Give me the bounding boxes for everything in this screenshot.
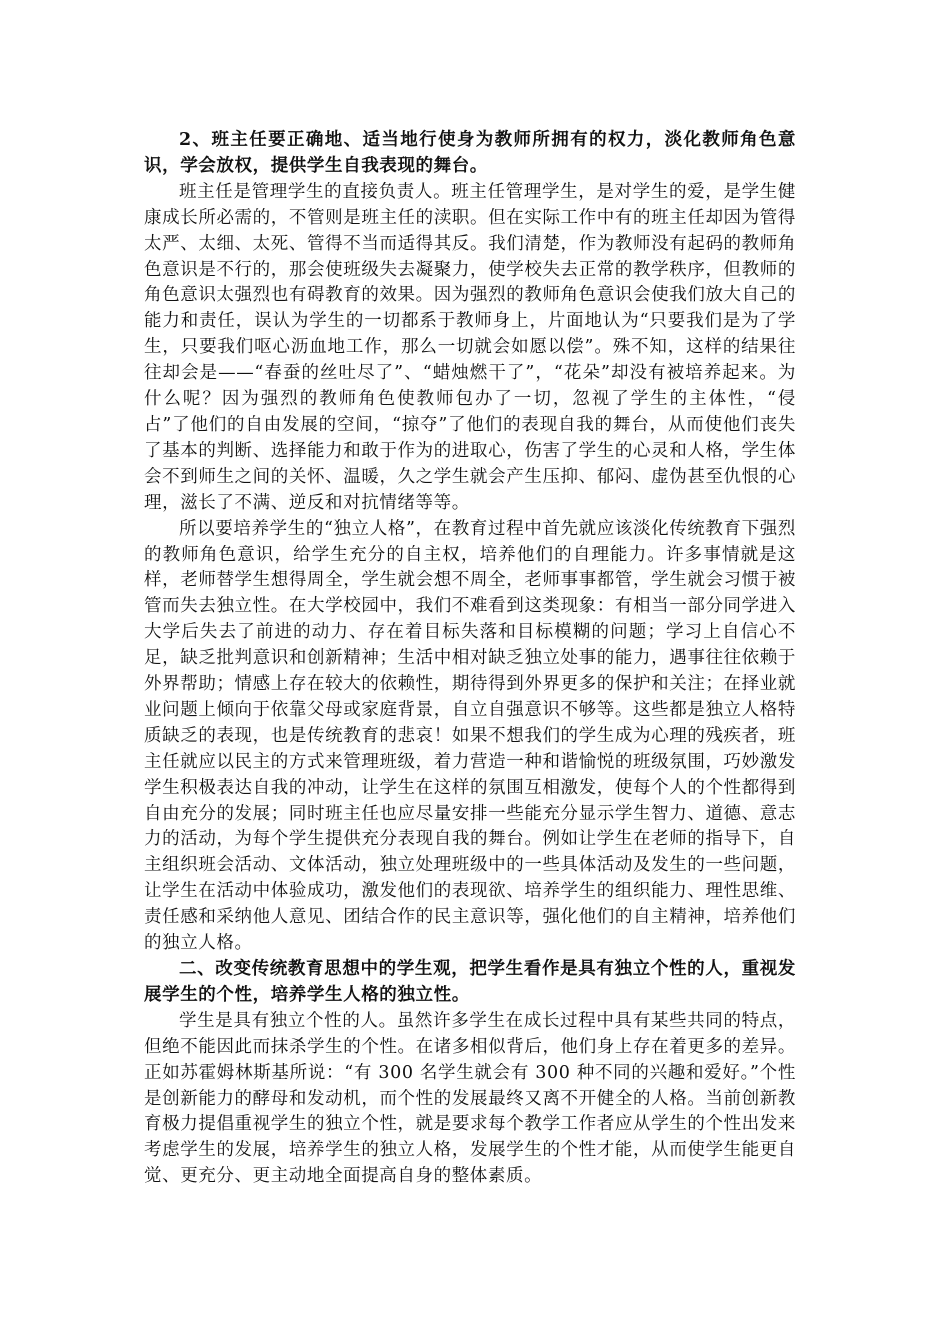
section-heading-1: 2、班主任要正确地、适当地行使身为教师所拥有的权力，淡化教师角色意识，学会放权，提供学生自我表现的舞台。 <box>144 130 796 176</box>
section-heading-2: 二、改变传统教育思想中的学生观，把学生看作是具有独立个性的人，重视发展学生的个性，培养学生人格的独立性。 <box>144 959 796 1005</box>
body-paragraph-3: 学生是具有独立个性的人。虽然许多学生在成长过程中具有某些共同的特点，但绝不能因此而抹杀学生的个性。在诸多相似背后，他们身上存在着更多的差异。正如苏霍姆林斯基所说：“有 300 名学生就会有 300 种不同的兴趣和爱好。”个性是创新能力的酵母和发动机，而个性的发展最终又离不开健全的人格。当前创新教育极力提倡重视学生的独立个性，就是要求每个教学工作者应从学生的个性出发来考虑学生的发展，培养学生的独立人格，发展学生的个性才能，从而使学生能更自觉、更充分、更主动地全面提高自身的整体素质。 <box>144 1010 796 1187</box>
body-paragraph-2: 所以要培养学生的“独立人格”，在教育过程中首先就应该淡化传统教育下强烈的教师角色意识，给学生充分的自主权，培养他们的自理能力。许多事情就是这样，老师替学生想得周全，学生就会想不周全，老师事事都管，学生就会习惯于被管而失去独立性。在大学校园中，我们不难看到这类现象：有相当一部分同学进入大学后失去了前进的动力、存在着目标失落和目标模糊的问题；学习上自信心不足，缺乏批判意识和创新精神；生活中相对缺乏独立处事的能力，遇事往往依赖于外界帮助；情感上存在较大的依赖性，期待得到外界更多的保护和关注；在择业就业问题上倾向于依靠父母或家庭背景，自立自强意识不够等。这些都是独立人格特质缺乏的表现，也是传统教育的悲哀！如果不想我们的学生成为心理的残疾者，班主任就应以民主的方式来管理班级，着力营造一种和谐愉悦的班级氛围，巧妙激发学生积极表达自我的冲动，让学生在这样的氛围互相激发，使每个人的个性都得到自由充分的发展；同时班主任也应尽量安排一些能充分显示学生智力、道德、意志力的活动，为每个学生提供充分表现自我的舞台。例如让学生在老师的指导下，自主组织班会活动、文体活动，独立处理班级中的一些具体活动及发生的一些问题，让学生在活动中体验成功，激发他们的表现欲、培养学生的组织能力、理性思维、责任感和采纳他人意见、团结合作的民主意识等，强化他们的自主精神，培养他们的独立人格。 <box>144 518 796 954</box>
document-page <box>144 128 796 1190</box>
body-paragraph-1: 班主任是管理学生的直接负责人。班主任管理学生，是对学生的爱，是学生健康成长所必需的，不管则是班主任的渎职。但在实际工作中有的班主任却因为管得太严、太细、太死、管得不当而适得其反。我们清楚，作为教师没有起码的教师角色意识是不行的，那会使班级失去凝聚力，使学校失去正常的教学秩序，但教师的角色意识太强烈也有碍教育的效果。因为强烈的教师角色意识会使我们放大自己的能力和责任，误认为学生的一切都系于教师身上，片面地认为“只要我们是为了学生，只要我们呕心沥血地工作，那么一切就会如愿以偿”。殊不知，这样的结果往往却会是——“春蚕的丝吐尽了”、“蜡烛燃干了”，“花朵”却没有被培养起来。为什么呢？因为强烈的教师角色使教师包办了一切，忽视了学生的主体性，“侵占”了他们的自由发展的空间，“掠夺”了他们的表现自我的舞台，从而使他们丧失了基本的判断、选择能力和敢于作为的进取心，伤害了学生的心灵和人格，学生体会不到师生之间的关怀、温暖，久之学生就会产生压抑、郁闷、虚伪甚至仇恨的心理，滋长了不满、逆反和对抗情绪等等。 <box>144 181 796 513</box>
